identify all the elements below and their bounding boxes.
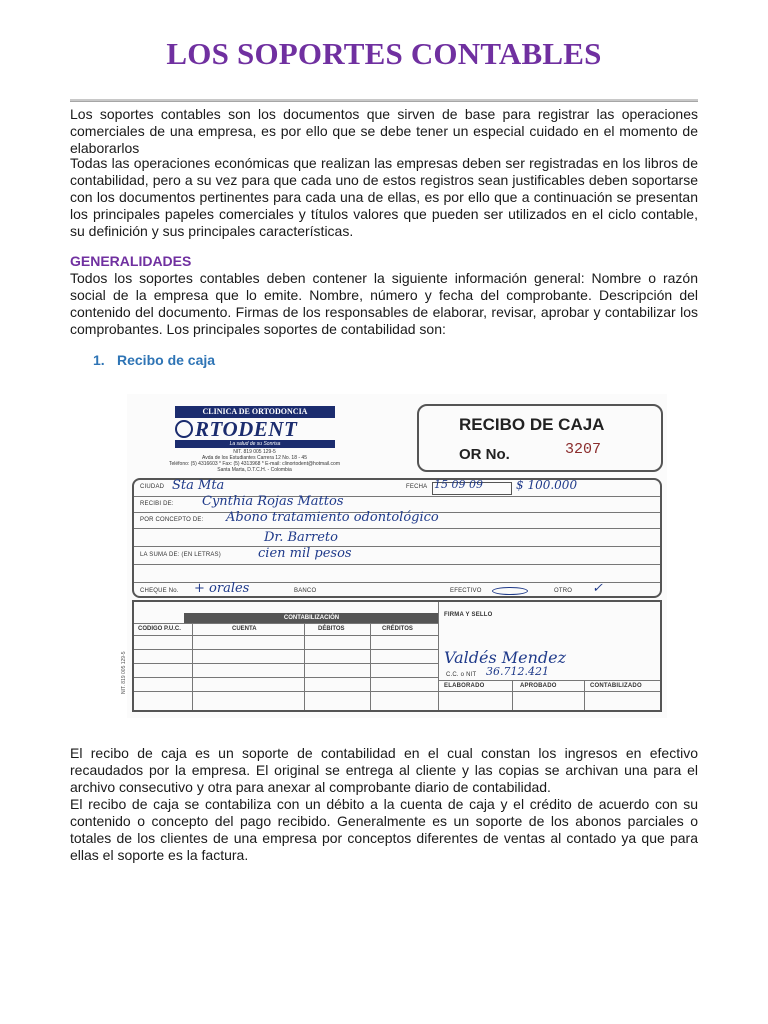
brand-logo <box>175 418 335 440</box>
label-recibi-de: RECIBI DE: <box>140 501 174 507</box>
col-debitos: DÉBITOS <box>318 626 345 632</box>
clinic-nit: NIT. 819 005 129-5 <box>233 449 276 455</box>
recibo-title: RECIBO DE CAJA <box>459 415 605 434</box>
col-codigo-puc: CODIGO P.U.C. <box>138 626 181 632</box>
contabilizacion-header: CONTABILIZACIÓN <box>184 613 439 623</box>
list-item-number: 1. <box>93 352 105 368</box>
tooth-logo-icon <box>175 420 193 438</box>
label-otro: OTRO <box>554 588 573 594</box>
col-cuenta: CUENTA <box>232 626 257 632</box>
recibo-header-box <box>417 404 663 472</box>
clinic-address: Avda de los Estudiantes Carrera 12 No. 18 - 45 <box>202 455 307 461</box>
label-por-concepto: POR CONCEPTO DE: <box>140 517 204 523</box>
label-efectivo: EFECTIVO <box>450 588 482 594</box>
value-amount: $ 100.000 <box>516 478 578 492</box>
list-item-label: Recibo de caja <box>117 352 216 368</box>
label-firma-sello: FIRMA Y SELLO <box>444 612 493 618</box>
page-title: LOS SOPORTES CONTABLES <box>166 36 602 71</box>
or-number: 3207 <box>565 441 602 458</box>
recibo-description-paragraph-2: El recibo de caja se contabiliza con un débito a la cuenta de caja y el crédito de acuerdo con su contenido o concepto del pago recibido. Generalmente es un soporte de los abonos parciales o totales de los clientes de una empresa por conceptos diferentes de ventas al contado ya que para ellas el soporte es la factura. <box>70 796 698 863</box>
intro-paragraph-1: Los soportes contables son los documentos que sirven de base para registrar las operaciones comerciales de una empresa, es por ello que se debe tener un especial cuidado en el momento de elaborarlos <box>70 106 698 156</box>
or-label: OR No. <box>459 446 510 463</box>
label-suma: LA SUMA DE: (EN LETRAS) <box>140 552 221 558</box>
label-elaborado: ELABORADO <box>444 683 485 689</box>
title-divider <box>70 99 698 102</box>
side-nit: NIT. 819 005 129-5 <box>121 651 127 694</box>
label-contabilizado: CONTABILIZADO <box>590 683 642 689</box>
value-concepto: Abono tratamiento odontológico <box>226 510 439 525</box>
label-cc-nit: C.C. o NIT <box>446 672 477 678</box>
label-aprobado: APROBADO <box>520 683 557 689</box>
section-heading-generalidades: GENERALIDADES <box>70 253 192 269</box>
value-ciudad: Sta Mta <box>172 478 225 493</box>
label-cheque: CHEQUE No. <box>140 588 179 594</box>
brand-tagline: La salud de su Sonrisa <box>175 440 335 448</box>
recibo-description-paragraph-1: El recibo de caja es un soporte de contabilidad en el cual constan los ingresos en efectivo recaudados por la empresa. El original se entrega al cliente y las copias se archivan una para el archivo consecutivo y otra para anexar al comprobante diario de contabilidad. <box>70 745 698 795</box>
brand-name: RTODENT <box>195 416 298 441</box>
intro-paragraph-2: Todas las operaciones económicas que realizan las empresas deben ser registradas en los libros de contabilidad, pero a su vez para que cada uno de estos registros sean justificables deben soportarse con los documentos pertinentes para cada una de ellas, es por ello que a continuación se presentan los principales papeles comerciales y títulos valores que pueden ser utilizados en el ciclo contable, su definición y sus principales características. <box>70 155 698 239</box>
value-otro: ✓ <box>592 581 603 596</box>
value-nit: 36.712.421 <box>486 665 549 678</box>
value-cheque: + orales <box>194 581 250 596</box>
receipt-form <box>132 478 662 598</box>
label-banco: BANCO <box>294 588 317 594</box>
value-suma: cien mil pesos <box>258 546 352 561</box>
efectivo-mark <box>492 587 528 595</box>
receipt-image <box>121 394 667 718</box>
generalidades-paragraph: Todos los soportes contables deben contener la siguiente información general: Nombre o razón social de la empresa que lo emite. Nombre, número y fecha del comprobante. Descripción del contenido del documento. Firmas de los responsables de elaborar, revisar, aprobar y contabilizar los comprobantes. Los principales soportes de contabilidad son: <box>70 270 698 337</box>
label-ciudad: CIUDAD <box>140 484 165 490</box>
clinic-info <box>132 449 377 473</box>
clinic-phone: Teléfono: (5) 4316603 * Fax: (5) 4313968 * E-mail: clinortodent@hotmail.com <box>169 461 340 467</box>
label-fecha: FECHA <box>406 484 428 490</box>
value-recibi-de: Cynthia Rojas Mattos <box>202 494 344 509</box>
clinic-city: Santa Marta, D.T.C.H. - Colombia <box>217 467 292 473</box>
clinic-banner: CLINICA DE ORTODONCIA <box>175 406 335 418</box>
value-concepto-2: Dr. Barreto <box>264 530 338 545</box>
signature: Valdés Mendez <box>444 648 567 667</box>
value-fecha: 15 09 09 <box>434 478 483 491</box>
col-creditos: CRÉDITOS <box>382 626 413 632</box>
list-item-recibo-de-caja <box>93 352 215 368</box>
contabilizacion-section <box>132 600 662 712</box>
